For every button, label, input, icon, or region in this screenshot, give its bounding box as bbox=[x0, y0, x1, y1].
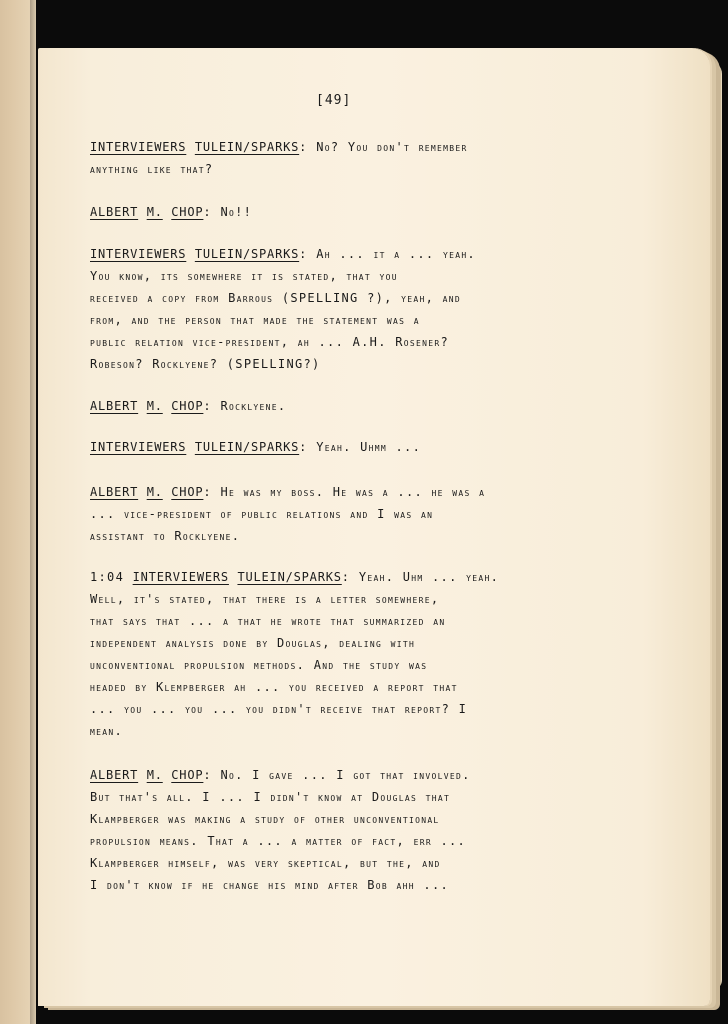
speaker-word: CHOP bbox=[171, 768, 204, 782]
paragraph-6 bbox=[90, 481, 590, 547]
page-number: [49] bbox=[316, 93, 352, 108]
speech-text: : He was my boss. He was a ... he was a bbox=[203, 485, 486, 499]
speech-text: : No? You don't remember bbox=[299, 140, 468, 154]
paragraph-8 bbox=[90, 764, 590, 896]
speaker-word: INTERVIEWERS bbox=[132, 570, 229, 584]
text-line: Well, it's stated, that there is a letter somewhere, bbox=[90, 592, 440, 606]
speaker-word: TULEIN/SPARKS bbox=[237, 570, 342, 584]
text-line: But that's all. I ... I didn't know at Douglas that bbox=[90, 790, 451, 804]
text-line: anything like that? bbox=[90, 162, 214, 176]
speaker-word: ALBERT bbox=[90, 205, 139, 219]
paragraph-first-line bbox=[90, 764, 590, 786]
speaker-word: CHOP bbox=[171, 485, 204, 499]
speaker-word: INTERVIEWERS bbox=[90, 140, 187, 154]
text-line: Klampberger was making a study of other unconventional bbox=[90, 812, 440, 826]
paragraph-7 bbox=[90, 566, 590, 742]
paragraph-first-line bbox=[90, 481, 590, 503]
paragraph-first-line bbox=[90, 201, 590, 223]
speaker-word: M. bbox=[146, 768, 163, 782]
paragraph-first-line bbox=[90, 136, 590, 158]
speaker-word: INTERVIEWERS bbox=[90, 247, 187, 261]
paragraph-5 bbox=[90, 436, 590, 458]
speaker-word: ALBERT bbox=[90, 768, 139, 782]
text-line: independent analysis done by Douglas, dealing with bbox=[90, 636, 416, 650]
paragraph-2 bbox=[90, 201, 590, 223]
timestamp: 1:04 bbox=[90, 570, 133, 584]
speaker-word: TULEIN/SPARKS bbox=[194, 140, 300, 154]
text-line: ... vice-president of public relations and I was an bbox=[90, 507, 434, 521]
paragraph-4 bbox=[90, 395, 590, 417]
speaker-word: INTERVIEWERS bbox=[90, 440, 187, 454]
text-line: Robeson? Rocklyene? (SPELLING?) bbox=[90, 357, 321, 371]
text-line: ... you ... you ... you didn't receive that report? I bbox=[90, 702, 468, 716]
text-line: received a copy from Barrous (SPELLING ?), yeah, and bbox=[90, 291, 462, 305]
speech-text: : Rocklyene. bbox=[203, 399, 287, 413]
speech-text: : No!! bbox=[203, 205, 253, 219]
paragraph-first-line bbox=[90, 566, 590, 588]
text-line: that says that ... a that he wrote that summarized an bbox=[90, 614, 446, 628]
text-line: assistant to Rocklyene. bbox=[90, 529, 241, 543]
paragraph-3 bbox=[90, 243, 590, 375]
speaker-word: TULEIN/SPARKS bbox=[194, 440, 300, 454]
book-gutter-shadow bbox=[30, 0, 38, 1024]
speaker-word: CHOP bbox=[171, 205, 204, 219]
speaker-word: TULEIN/SPARKS bbox=[194, 247, 300, 261]
paragraph-first-line bbox=[90, 436, 590, 458]
paragraph-first-line bbox=[90, 243, 590, 265]
text-line: mean. bbox=[90, 724, 123, 738]
speech-text: : No. I gave ... I got that involved. bbox=[203, 768, 471, 782]
text-line: propulsion means. That a ... a matter of fact, err ... bbox=[90, 834, 467, 848]
text-line: public relation vice-president, ah ... A.H. Rosener? bbox=[90, 335, 449, 349]
text-line: I don't know if he change his mind after Bob ahh ... bbox=[90, 878, 449, 892]
text-line: from, and the person that made the statement was a bbox=[90, 313, 420, 327]
speaker-word: M. bbox=[146, 485, 163, 499]
text-line: headed by Klempberger ah ... you received a report that bbox=[90, 680, 458, 694]
paragraph-first-line bbox=[90, 395, 590, 417]
speaker-word: M. bbox=[146, 205, 163, 219]
speech-text: : Yeah. Uhm ... yeah. bbox=[341, 570, 500, 584]
speaker-word: ALBERT bbox=[90, 485, 139, 499]
speaker-word: CHOP bbox=[171, 399, 204, 413]
speaker-word: M. bbox=[146, 399, 163, 413]
speech-text: : Yeah. Uhmm ... bbox=[299, 440, 422, 454]
speaker-word: ALBERT bbox=[90, 399, 139, 413]
text-line: You know, its somewhere it is stated, that you bbox=[90, 269, 398, 283]
text-line: unconventional propulsion methods. And the study was bbox=[90, 658, 428, 672]
text-line: Klampberger himself, was very skeptical, but the, and bbox=[90, 856, 441, 870]
paragraph-1 bbox=[90, 136, 590, 180]
speech-text: : Ah ... it a ... yeah. bbox=[299, 247, 476, 261]
